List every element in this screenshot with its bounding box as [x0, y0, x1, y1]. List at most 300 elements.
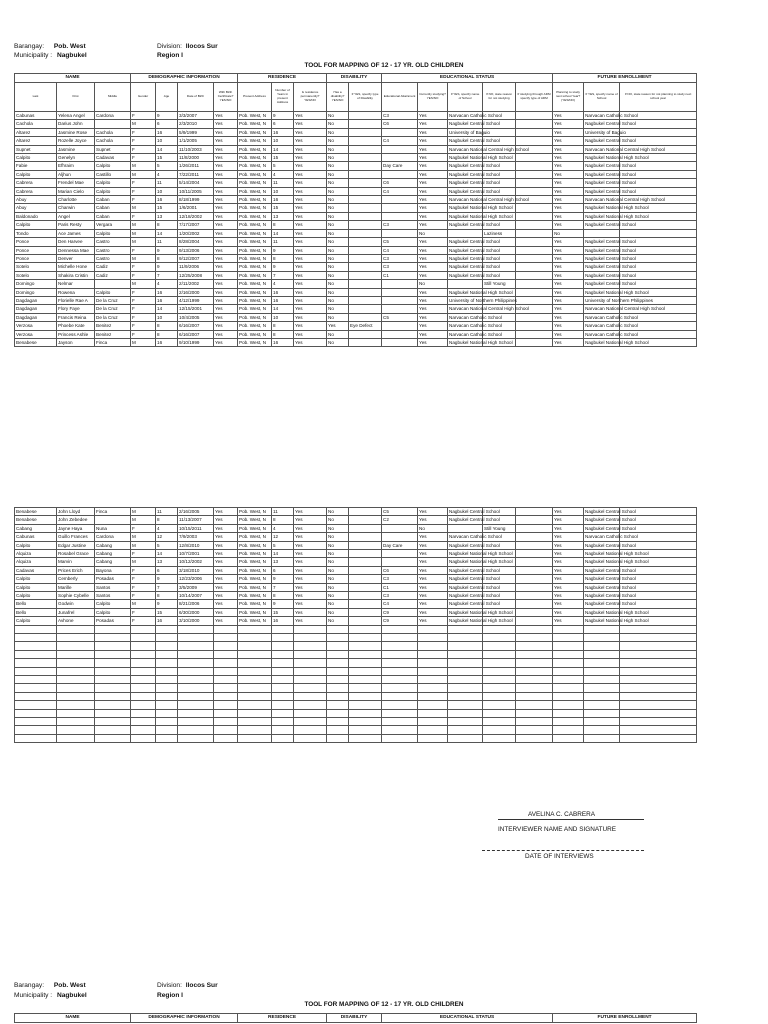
group-education-2: EDUCATIONAL STATUS [382, 1014, 553, 1023]
table-cell: Yes [214, 238, 238, 246]
table-cell: 14 [156, 305, 178, 313]
table-cell [178, 650, 214, 658]
table-cell: Rosabel Grace [57, 550, 95, 558]
table-cell: Edgar Justine [57, 541, 95, 549]
table-cell [238, 717, 272, 725]
table-cell: Cabrera [15, 187, 57, 195]
group-demographic-2: DEMOGRAPHIC INFORMATION [131, 1014, 238, 1023]
table-cell: University of Baguio [449, 129, 490, 135]
table-cell [327, 634, 349, 642]
table-cell [15, 642, 57, 650]
table-cell [15, 701, 57, 709]
table-row [15, 541, 697, 549]
table-cell: M [131, 229, 156, 237]
table-cell [95, 676, 131, 684]
table-cell: Yes [553, 575, 584, 583]
table-cell: No [327, 212, 349, 220]
table-cell: Domingo [15, 288, 57, 296]
table-cell [516, 642, 553, 650]
table-cell [349, 179, 382, 187]
table-cell: Yes [294, 154, 327, 162]
table-row [15, 120, 697, 128]
table-cell: F [131, 288, 156, 296]
table-cell: 16 [272, 338, 294, 346]
table-row [15, 533, 697, 541]
table-cell: Yes [294, 229, 327, 237]
table-cell [382, 212, 418, 220]
table-cell [349, 617, 382, 625]
mapping-table-2 [14, 507, 697, 743]
table-cell: No [327, 154, 349, 162]
group-future-2: FUTURE ENROLLMENT [553, 1014, 697, 1023]
column-header: If studying through ADM specify type of ADM [516, 83, 553, 112]
table-cell [620, 717, 697, 725]
table-row [15, 179, 697, 187]
table-cell [131, 676, 156, 684]
table-cell: Yes [553, 305, 584, 313]
table-cell [57, 667, 95, 675]
table-cell [483, 667, 516, 675]
table-cell [95, 516, 131, 524]
table-cell [238, 692, 272, 700]
table-cell: 3/10/2000 [178, 617, 214, 625]
column-header: Middle [95, 83, 131, 112]
group-header-row-2 [15, 1014, 697, 1023]
table-cell: Nagbukel Central School [585, 281, 636, 287]
empty-row [15, 734, 697, 742]
table-cell: No [327, 221, 349, 229]
table-cell [15, 726, 57, 734]
municipality-line [14, 51, 87, 60]
table-cell: Pob. West, N [238, 246, 272, 254]
table-cell [131, 650, 156, 658]
table-cell: M [131, 338, 156, 346]
table-cell [553, 717, 584, 725]
table-cell [516, 238, 553, 246]
table-cell [238, 659, 272, 667]
table-cell: M [131, 120, 156, 128]
table-cell [516, 128, 553, 136]
table-cell: Yes [214, 558, 238, 566]
table-cell: 8 [156, 322, 178, 330]
table-cell [382, 154, 418, 162]
table-cell [349, 296, 382, 304]
table-cell: No [327, 254, 349, 262]
table-cell [156, 734, 178, 742]
table-cell: No [327, 246, 349, 254]
table-cell [214, 684, 238, 692]
table-cell: Yes [418, 212, 448, 220]
table-cell: Pob. West, N [238, 608, 272, 616]
table-cell: 13 [272, 212, 294, 220]
table-cell [327, 650, 349, 658]
table-cell [553, 734, 584, 742]
table-cell [272, 701, 294, 709]
division-label: Division: [157, 43, 182, 50]
table-cell [516, 254, 553, 262]
table-cell: Alquiza [15, 550, 57, 558]
table-cell: Cadavas [15, 566, 57, 574]
table-cell [516, 179, 553, 187]
table-cell [382, 229, 418, 237]
table-cell: Nagbukel Central School [449, 272, 500, 278]
table-cell: 12/18/2002 [178, 212, 214, 220]
table-row [15, 196, 697, 204]
table-cell [516, 550, 553, 558]
table-cell: C5 [382, 238, 418, 246]
column-header: Has a disability? YES/NO [327, 83, 349, 112]
table-cell: 9/12/2007 [178, 254, 214, 262]
table-cell: University of Northern Philippines [449, 297, 517, 303]
table-cell [584, 650, 620, 658]
table-cell: No [327, 128, 349, 136]
table-cell [272, 717, 294, 725]
table-cell [516, 280, 553, 288]
table-cell: Yes [294, 305, 327, 313]
empty-row [15, 717, 697, 725]
table-cell: 11 [272, 238, 294, 246]
table-cell [214, 642, 238, 650]
table-cell: Yes [214, 566, 238, 574]
table-cell: 13 [272, 558, 294, 566]
table-cell: Yes [214, 533, 238, 541]
table-cell [349, 516, 382, 524]
table-cell: Yes [418, 516, 448, 524]
table-cell: Pob. West, N [238, 137, 272, 145]
table-row [15, 112, 697, 120]
table-cell: Benitez [95, 330, 131, 338]
table-cell [382, 330, 418, 338]
table-cell: Narvacan Catholic School [585, 323, 638, 329]
table-cell [272, 650, 294, 658]
table-cell [214, 625, 238, 633]
table-cell [448, 676, 483, 684]
table-cell: Yes [553, 288, 584, 296]
column-header-row [15, 83, 697, 112]
table-cell [272, 634, 294, 642]
table-cell [349, 541, 382, 549]
table-cell [418, 692, 448, 700]
table-cell: 4 [156, 280, 178, 288]
table-cell: Nagbukel National High School [449, 213, 513, 219]
table-cell [516, 566, 553, 574]
table-cell: Charlotte [57, 196, 95, 204]
table-cell: Yes [294, 533, 327, 541]
table-cell: No [327, 600, 349, 608]
table-cell [15, 734, 57, 742]
table-cell: Nagbukel National High School [585, 609, 649, 615]
table-cell: M [131, 600, 156, 608]
table-cell [156, 650, 178, 658]
table-cell [294, 709, 327, 717]
table-cell [238, 726, 272, 734]
table-cell [516, 508, 553, 516]
table-cell [57, 692, 95, 700]
table-cell: Cadavas [95, 154, 131, 162]
table-row [15, 338, 697, 346]
table-cell [178, 692, 214, 700]
table-cell [131, 667, 156, 675]
table-cell: Yes [214, 305, 238, 313]
table-cell: M [131, 204, 156, 212]
table-cell: Santos [95, 592, 131, 600]
table-cell [178, 734, 214, 742]
table-row [15, 550, 697, 558]
table-cell [382, 558, 418, 566]
table-cell: No [327, 313, 349, 321]
table-cell: Nagbukel Central School [585, 171, 636, 177]
table-cell: Aljhun [57, 170, 95, 178]
division-value-2: Ilocos Sur [185, 982, 218, 989]
table-cell [516, 221, 553, 229]
table-cell [516, 659, 553, 667]
table-cell: Yes [553, 322, 584, 330]
table-cell: 16 [156, 288, 178, 296]
table-cell [553, 726, 584, 734]
table-cell: Yes [294, 322, 327, 330]
table-cell: Vergara [95, 221, 131, 229]
table-cell: C1 [382, 583, 418, 591]
table-cell [448, 634, 483, 642]
table-cell: Yes [418, 533, 448, 541]
table-cell: Yes [294, 162, 327, 170]
table-cell: No [327, 179, 349, 187]
table-cell [349, 170, 382, 178]
table-cell: Yes [214, 508, 238, 516]
table-cell: C4 [382, 187, 418, 195]
table-cell [516, 524, 553, 532]
table-cell: F [131, 246, 156, 254]
table-cell: Nagbukel National High School [585, 551, 649, 557]
table-cell [156, 642, 178, 650]
table-cell: Pob. West, N [238, 566, 272, 574]
table-cell [448, 625, 483, 633]
table-cell: Yes [553, 162, 584, 170]
region-value: Region I [157, 52, 184, 59]
table-cell [327, 676, 349, 684]
table-cell: Calpito [95, 187, 131, 195]
table-cell: C4 [382, 246, 418, 254]
municipality-label: Municipality : [14, 52, 53, 59]
table-cell: Yes [294, 170, 327, 178]
table-cell: Nagbukel National High School [449, 559, 513, 565]
date-line [482, 850, 644, 851]
table-cell [214, 734, 238, 742]
table-cell [272, 667, 294, 675]
table-cell: 5 [156, 162, 178, 170]
table-cell: Narvacan Catholic School [449, 113, 502, 118]
table-cell: Pob. West, N [238, 154, 272, 162]
table-cell: 2/3/2010 [178, 120, 214, 128]
table-cell: Yes [214, 254, 238, 262]
table-cell: M [131, 162, 156, 170]
table-cell: Shakira Cristin [57, 271, 95, 279]
table-row [15, 508, 697, 516]
table-cell [516, 330, 553, 338]
table-cell [349, 246, 382, 254]
table-cell: Yes [214, 288, 238, 296]
empty-row [15, 659, 697, 667]
table-cell: Yes [553, 221, 584, 229]
table-cell: Nagbukel Central School [585, 188, 636, 194]
table-cell: Darius John [57, 120, 95, 128]
table-cell: Nagbukel Central School [449, 593, 500, 599]
table-cell: Yes [214, 221, 238, 229]
table-cell: Yes [418, 305, 448, 313]
table-cell [382, 634, 418, 642]
table-cell [294, 650, 327, 658]
table-cell [15, 709, 57, 717]
table-cell [516, 112, 553, 120]
table-row [15, 221, 697, 229]
table-cell: Yes [214, 128, 238, 136]
table-cell [448, 650, 483, 658]
table-cell: No [327, 229, 349, 237]
table-cell: Nagbukel Central School [585, 239, 636, 245]
table-cell: Castillo [95, 170, 131, 178]
table-cell: Pob. West, N [238, 280, 272, 288]
table-cell [349, 575, 382, 583]
table-cell: Yes [553, 137, 584, 145]
table-cell: No [327, 263, 349, 271]
table-cell: Nagbukel National High School [449, 618, 513, 624]
table-cell: M [131, 558, 156, 566]
table-cell: Pob. West, N [238, 288, 272, 296]
table-cell: 9 [156, 575, 178, 583]
table-cell: Yes [294, 246, 327, 254]
table-cell: Yes [418, 550, 448, 558]
table-cell: Nagbukel Central School [585, 247, 636, 253]
table-cell: No [327, 112, 349, 120]
table-cell: 8/28/2004 [178, 238, 214, 246]
table-cell: Narvacan National Central High School [449, 306, 529, 312]
table-cell: Rozelle Joyce [57, 137, 95, 145]
table-cell: Junafrel [57, 608, 95, 616]
table-row [15, 137, 697, 145]
table-cell: No [327, 508, 349, 516]
table-cell: Ponce [15, 254, 57, 262]
table-cell: Yes [418, 263, 448, 271]
table-cell: Jayson [57, 338, 95, 346]
table-cell: Nagbukel National High School [585, 618, 649, 624]
table-cell [448, 692, 483, 700]
table-cell: Yes [294, 137, 327, 145]
column-header: Present Address [238, 83, 272, 112]
table-cell: Calpito [95, 600, 131, 608]
table-row [15, 296, 697, 304]
table-cell: F [131, 313, 156, 321]
table-cell: Supnet [15, 145, 57, 153]
table-cell: Guillo Frances [57, 533, 95, 541]
table-cell: 10/7/2001 [178, 550, 214, 558]
table-cell [95, 709, 131, 717]
table-cell: 13 [156, 558, 178, 566]
table-cell [57, 642, 95, 650]
table-cell: 8 [272, 330, 294, 338]
table-cell [15, 659, 57, 667]
table-cell: F [131, 296, 156, 304]
table-cell [15, 625, 57, 633]
table-cell [516, 120, 553, 128]
table-cell [584, 229, 620, 237]
table-cell [156, 709, 178, 717]
table-cell [349, 137, 382, 145]
table-cell [349, 566, 382, 574]
column-header: First [57, 83, 95, 112]
table-cell: 9/13/2006 [178, 246, 214, 254]
table-cell: Yes [553, 263, 584, 271]
table-cell: Cardona [95, 112, 131, 120]
table-cell [178, 726, 214, 734]
table-cell [349, 642, 382, 650]
table-cell: No [327, 280, 349, 288]
table-cell [131, 659, 156, 667]
table-cell: No [327, 330, 349, 338]
table-cell: No [327, 524, 349, 532]
table-cell: Yes [553, 280, 584, 288]
table-cell: 11/13/2007 [178, 516, 214, 524]
municipality-line-2 [14, 991, 87, 1000]
table-cell [418, 667, 448, 675]
table-cell: Bello [15, 608, 57, 616]
table-cell: No [418, 280, 448, 288]
table-cell [349, 238, 382, 246]
table-cell [516, 338, 553, 346]
table-cell: Yes [553, 583, 584, 591]
table-cell [214, 650, 238, 658]
table-cell: Nagbukel Central School [449, 163, 500, 169]
table-cell [516, 296, 553, 304]
table-cell: Caban [95, 204, 131, 212]
table-cell [95, 717, 131, 725]
table-cell: Yes [294, 508, 327, 516]
table-cell: C3 [382, 592, 418, 600]
table-row [15, 592, 697, 600]
table-cell: Yes [553, 128, 584, 136]
table-cell: Nagbukel Central School [449, 180, 500, 186]
table-cell [418, 717, 448, 725]
table-cell: Den Harvee [57, 238, 95, 246]
table-cell: Pob. West, N [238, 330, 272, 338]
table-cell [57, 676, 95, 684]
table-cell: Yelena Angel [57, 112, 95, 120]
table-cell [516, 229, 553, 237]
table-cell: Narvacan National Central High School [585, 197, 665, 203]
table-cell: Benabese [15, 338, 57, 346]
table-cell [448, 726, 483, 734]
table-cell: Pob. West, N [238, 145, 272, 153]
table-cell [349, 162, 382, 170]
table-cell [516, 575, 553, 583]
table-cell [272, 659, 294, 667]
empty-row [15, 709, 697, 717]
table-cell: Yes [214, 187, 238, 195]
table-cell [516, 592, 553, 600]
table-cell [131, 642, 156, 650]
table-cell: 16 [272, 296, 294, 304]
table-cell [156, 717, 178, 725]
table-cell: Nagbukel Central School [585, 509, 636, 514]
table-cell: Yes [294, 558, 327, 566]
table-cell: 10 [272, 187, 294, 195]
table-cell [95, 701, 131, 709]
table-cell [57, 650, 95, 658]
table-body-1 [15, 112, 697, 347]
table-cell: No [327, 196, 349, 204]
column-header: Planning to study next school Year? (YES/NO) [553, 83, 584, 112]
table-cell [620, 659, 697, 667]
table-cell: Yes [553, 154, 584, 162]
